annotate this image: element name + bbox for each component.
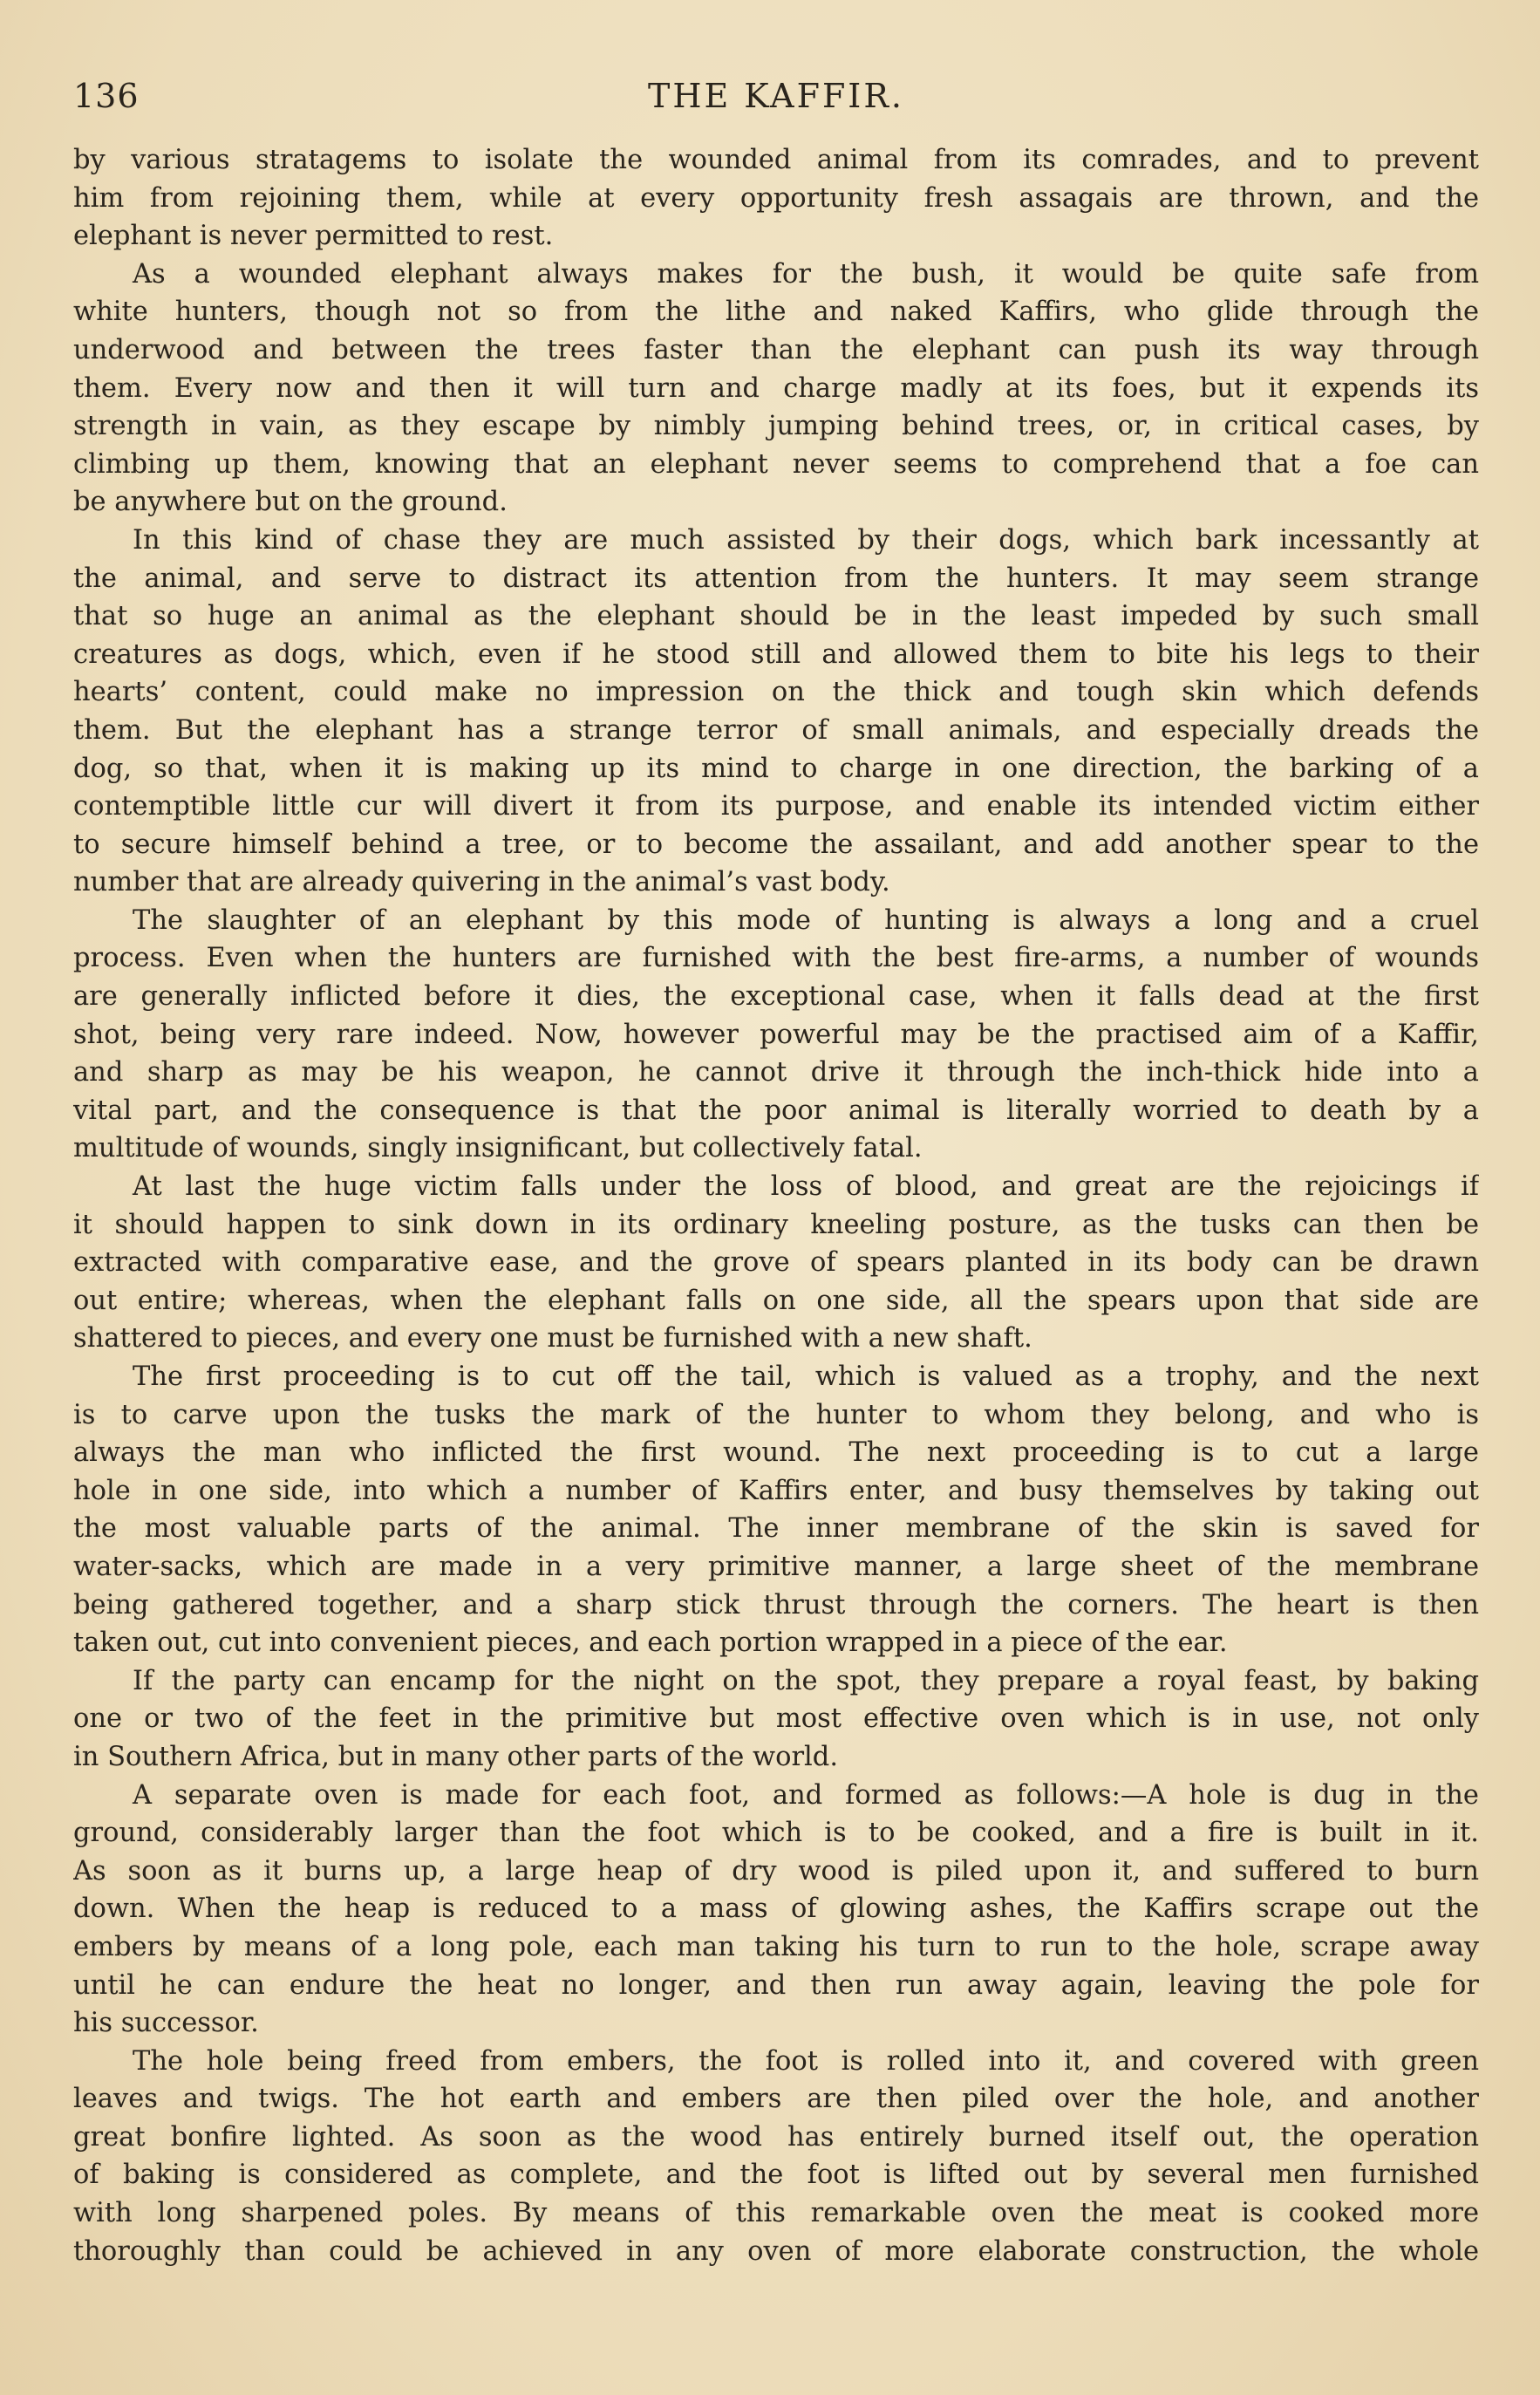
text-line: A separate oven is made for each foot, and formed as follows:—A hole is dug in the — [133, 1779, 1479, 1811]
text-line: in Southern Africa, but in many other parts of the world. — [73, 1741, 839, 1772]
text-line: shot, being very rare indeed. Now, however powerful may be the practised aim of a Kaffir, — [73, 1019, 1479, 1050]
text-line: the animal, and serve to distract its attention from the hunters. It may seem strange — [73, 563, 1479, 594]
text-line: extracted with comparative ease, and the grove of spears planted in its body can be drawn — [73, 1247, 1479, 1279]
running-title: THE KAFFIR. — [647, 77, 905, 115]
text-line: thoroughly than could be achieved in any oven of more elaborate construction, the whole — [73, 2235, 1479, 2267]
text-line: one or two of the feet in the primitive but most effective oven which is in use, not only — [73, 1703, 1479, 1735]
text-line: white hunters, though not so from the lithe and naked Kaffirs, who glide through the — [73, 297, 1479, 328]
text-line: down. When the heap is reduced to a mass of glowing ashes, the Kaffirs scrape out the — [73, 1893, 1479, 1925]
text-line: by various stratagems to isolate the wounded animal from its comrades, and to prevent — [73, 145, 1479, 175]
text-line: be anywhere but on the ground. — [73, 487, 508, 518]
text-line: them. But the elephant has a strange terror of small animals, and especially dreads the — [73, 714, 1479, 746]
text-line: contemptible little cur will divert it from its purpose, and enable its intended victim either — [73, 791, 1479, 822]
text-line: always the man who inflicted the first wound. The next proceeding is to cut a large — [73, 1437, 1479, 1469]
text-line: strength in vain, as they escape by nimbly jumping behind trees, or, in critical cases, by — [73, 411, 1479, 442]
text-line: The first proceeding is to cut off the tail, which is valued as a trophy, and the next — [133, 1361, 1479, 1392]
text-line: being gathered together, and a sharp stick thrust through the corners. The heart is then — [73, 1589, 1479, 1621]
text-line: The slaughter of an elephant by this mode of hunting is always a long and a cruel — [133, 904, 1479, 936]
text-line: ground, considerably larger than the foot which is to be cooked, and a fire is built in it. — [73, 1818, 1479, 1849]
text-line: As a wounded elephant always makes for the bush, it would be quite safe from — [133, 258, 1479, 290]
text-line: As soon as it burns up, a large heap of dry wood is piled upon it, and suffered to burn — [73, 1855, 1479, 1887]
text-line: vital part, and the consequence is that the poor animal is literally worried to death by a — [73, 1095, 1479, 1126]
body-text — [73, 141, 1479, 2270]
text-line: creatures as dogs, which, even if he stood still and allowed them to bite his legs to their — [73, 638, 1479, 670]
text-line: If the party can encamp for the night on the spot, they prepare a royal feast, by baking — [133, 1665, 1479, 1696]
running-head — [73, 77, 1479, 124]
text-line: his successor. — [73, 2008, 259, 2039]
text-line: elephant is never permitted to rest. — [73, 221, 554, 252]
text-line: hearts’ content, could make no impression on the thick and tough skin which defends — [73, 677, 1479, 708]
text-line: until he can endure the heat no longer, and then run away again, leaving the pole for — [73, 1969, 1479, 2001]
page-number: 136 — [73, 77, 140, 115]
text-line: multitude of wounds, singly insignificant, but collectively fatal. — [73, 1133, 923, 1164]
text-line: to secure himself behind a tree, or to become the assailant, and add another spear to the — [73, 829, 1479, 860]
text-line: them. Every now and then it will turn and charge madly at its foes, but it expends its — [73, 372, 1479, 404]
text-line: the most valuable parts of the animal. The inner membrane of the skin is saved for — [73, 1513, 1479, 1545]
text-line: shattered to pieces, and every one must be furnished with a new shaft. — [73, 1323, 1032, 1354]
text-line: great bonfire lighted. As soon as the wood has entirely burned itself out, the operation — [73, 2121, 1479, 2153]
text-line: embers by means of a long pole, each man taking his turn to run to the hole, scrape away — [73, 1931, 1479, 1962]
text-line: with long sharpened poles. By means of this remarkable oven the meat is cooked more — [73, 2198, 1479, 2229]
text-line: is to carve upon the tusks the mark of the hunter to whom they belong, and who is — [73, 1399, 1479, 1430]
text-line: and sharp as may be his weapon, he cannot drive it through the inch-thick hide into a — [73, 1057, 1479, 1088]
text-line: underwood and between the trees faster than the elephant can push its way through — [73, 334, 1479, 365]
text-line: climbing up them, knowing that an elephant never seems to comprehend that a foe can — [73, 448, 1479, 480]
text-line: taken out, cut into convenient pieces, and each portion wrapped in a piece of the ear. — [73, 1627, 1228, 1659]
text-line: of baking is considered as complete, and the foot is lifted out by several men furnished — [73, 2160, 1479, 2191]
text-line: In this kind of chase they are much assisted by their dogs, which bark incessantly at — [133, 524, 1479, 556]
text-line: out entire; whereas, when the elephant falls on one side, all the spears upon that side are — [73, 1285, 1479, 1316]
text-line: hole in one side, into which a number of Kaffirs enter, and busy themselves by taking out — [73, 1475, 1479, 1506]
text-line: him from rejoining them, while at every opportunity fresh assagais are thrown, and the — [73, 182, 1479, 214]
text-line: dog, so that, when it is making up its mind to charge in one direction, the barking of a — [73, 753, 1479, 784]
text-line: that so huge an animal as the elephant should be in the least impeded by such small — [73, 601, 1479, 632]
text-line: water-sacks, which are made in a very primitive manner, a large sheet of the membrane — [73, 1551, 1479, 1582]
text-line: leaves and twigs. The hot earth and embers are then piled over the hole, and another — [73, 2084, 1479, 2115]
text-line: are generally inflicted before it dies, the exceptional case, when it falls dead at the first — [73, 981, 1479, 1013]
text-line: it should happen to sink down in its ordinary kneeling posture, as the tusks can then be — [73, 1209, 1479, 1240]
text-line: At last the huge victim falls under the loss of blood, and great are the rejoicings if — [133, 1171, 1479, 1203]
text-line: number that are already quivering in the animal’s vast body. — [73, 867, 890, 898]
text-line: The hole being freed from embers, the foot is rolled into it, and covered with green — [133, 2045, 1479, 2077]
text-line: process. Even when the hunters are furnished with the best fire-arms, a number of wounds — [73, 943, 1479, 974]
